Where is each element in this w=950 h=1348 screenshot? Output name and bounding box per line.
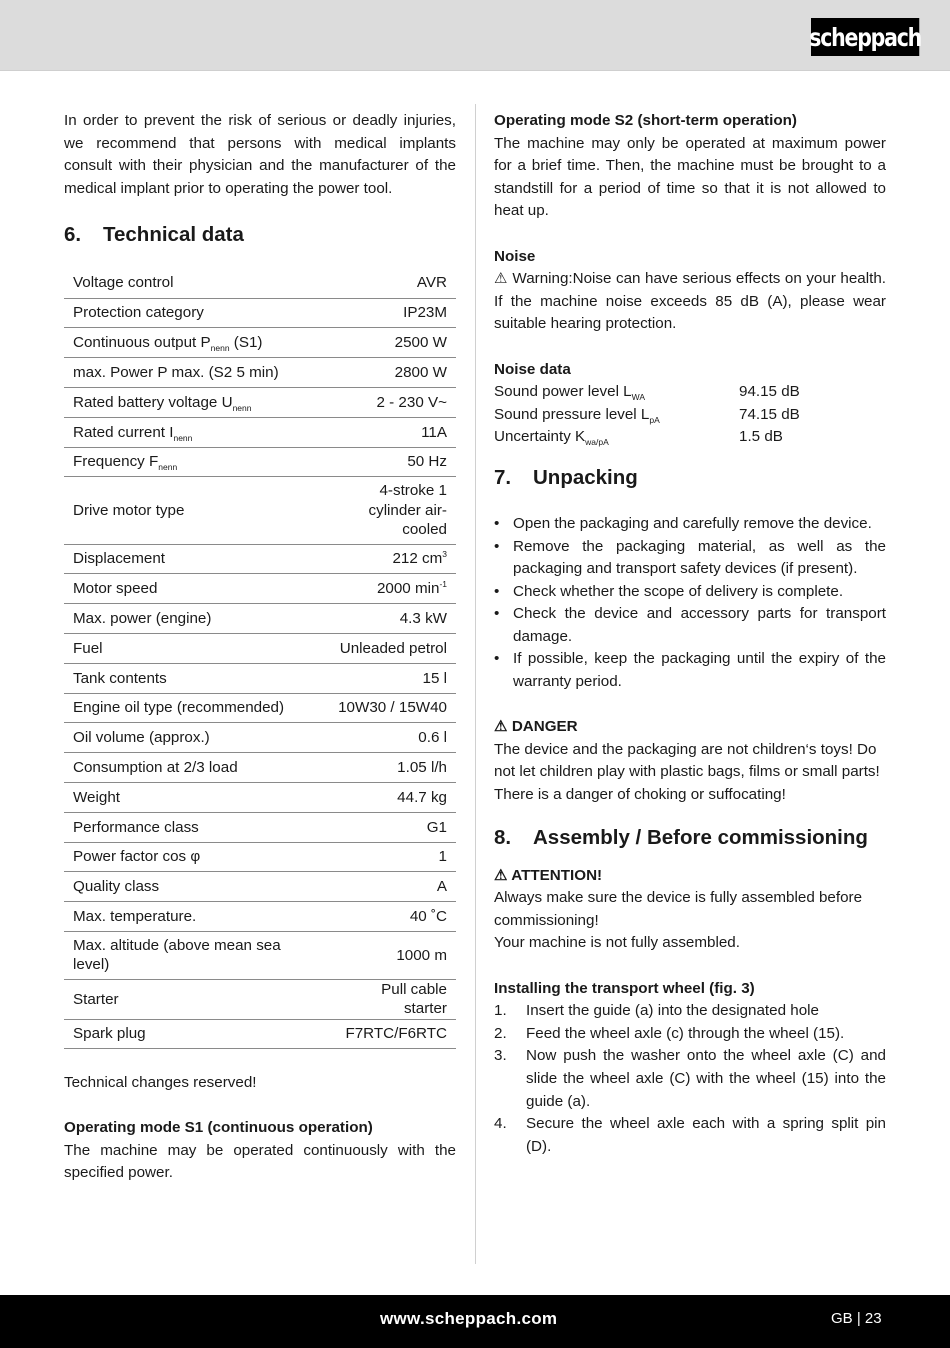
spec-label-text: Oil volume (approx.)	[73, 729, 210, 747]
spec-label	[64, 477, 325, 544]
spec-value-text: 10W30 / 15W40	[338, 699, 447, 717]
spec-row	[64, 447, 456, 477]
spec-label-text: Frequency F	[73, 453, 159, 471]
noise-label-text: Uncertainty K	[494, 428, 586, 446]
spec-label	[64, 447, 325, 477]
noise-data-list	[494, 381, 886, 449]
spec-value-text: IP23M	[403, 304, 447, 322]
unpacking-item: • Check the device and accessory parts for transport damage.	[494, 603, 886, 648]
spec-value	[325, 604, 456, 634]
spec-label-text: Continuous output P	[73, 334, 211, 352]
spec-label	[64, 358, 325, 388]
spec-row	[64, 663, 456, 693]
unpacking-item: • Open the packaging and carefully remove the device.	[494, 513, 886, 536]
step-number: 1.	[494, 1002, 507, 1020]
spec-value	[325, 872, 456, 902]
spec-label	[64, 979, 325, 1019]
spec-value-text: 1.05 l/h	[397, 758, 447, 776]
spec-value	[325, 477, 456, 544]
spec-value	[325, 574, 456, 604]
section-title: Unpacking	[533, 465, 638, 489]
spec-value-text: Unleaded petrol	[339, 639, 447, 657]
spec-label-text: Drive motor type	[73, 501, 185, 519]
wheel-step	[494, 1000, 886, 1023]
step-text: Now push the washer onto the wheel axle (C) and slide the wheel axle (C) with the wheel (15) into the guide (a).	[526, 1047, 886, 1110]
spec-label	[64, 574, 325, 604]
s2-heading: Operating mode S2 (short-term operation)	[494, 112, 797, 129]
spec-row	[64, 604, 456, 634]
noise-label	[494, 426, 739, 449]
technical-data-table	[64, 268, 456, 1049]
spec-value-text: 44.7 kg	[397, 788, 447, 806]
step-text: Feed the wheel axle (c) through the wheel (15).	[526, 1024, 845, 1042]
spec-row	[64, 477, 456, 544]
s1-heading: Operating mode S1 (continuous operation)	[64, 1119, 373, 1137]
section-number: 7.	[494, 465, 512, 489]
noise-data-row	[494, 426, 886, 449]
spec-row	[64, 1019, 456, 1049]
spec-label-subscript: nenn	[158, 462, 178, 473]
spec-row	[64, 298, 456, 328]
spec-label	[64, 388, 325, 418]
spec-value-text: 50 Hz	[407, 453, 447, 471]
spec-value	[325, 783, 456, 813]
spec-label	[64, 812, 325, 842]
spec-label	[64, 663, 325, 693]
spec-value	[325, 932, 456, 980]
spec-value	[325, 268, 456, 298]
spec-value-text: 15 l	[422, 669, 447, 687]
spec-row	[64, 268, 456, 298]
page-number: GB | 23	[831, 1310, 882, 1327]
spec-row	[64, 574, 456, 604]
danger-heading: ⚠ DANGER	[494, 718, 578, 736]
noise-label-subscript: pA	[649, 414, 660, 425]
section-title: Assembly / Before commissioning	[533, 825, 868, 849]
noise-value: 94.15 dB	[739, 383, 800, 401]
section-number: 6.	[64, 223, 82, 247]
spec-value-text: 2 - 230 V~	[376, 393, 447, 411]
s1-text: The machine may be operated continuously with the specified power.	[64, 1141, 456, 1182]
noise-data-row	[494, 404, 886, 427]
spec-label	[64, 298, 325, 328]
spec-label-text: Fuel	[73, 639, 103, 657]
spec-row	[64, 723, 456, 753]
spec-value-superscript: -1	[439, 579, 447, 590]
spec-row	[64, 783, 456, 813]
brand-logo: scheppach	[811, 18, 919, 56]
spec-label-text: Rated current I	[73, 423, 174, 441]
wheel-step	[494, 1023, 886, 1046]
section-title: Technical data	[103, 223, 244, 247]
spec-row	[64, 872, 456, 902]
wheel-step	[494, 1113, 886, 1158]
section-heading-assembly	[494, 825, 886, 851]
spec-value-text: A	[436, 878, 447, 896]
spec-value-text: G1	[426, 818, 447, 836]
spec-value-text: 1000 m	[396, 946, 447, 964]
spec-label	[64, 723, 325, 753]
spec-value	[325, 723, 456, 753]
noise-value: 1.5 dB	[739, 428, 783, 446]
spec-value	[325, 812, 456, 842]
spec-label-text: Starter	[73, 990, 119, 1008]
danger-text: The device and the packaging are not children‘s toys! Do not let children play with plastic bags, films or small parts! There is a danger of choking or suffocating!	[494, 740, 880, 804]
spec-value-text: 40 ˚C	[409, 907, 447, 925]
spec-label	[64, 783, 325, 813]
spec-label	[64, 417, 325, 447]
spec-row	[64, 693, 456, 723]
footer-bar	[0, 1295, 950, 1348]
wheel-install-heading: Installing the transport wheel (fig. 3)	[494, 979, 755, 997]
spec-label-subscript: nenn	[173, 432, 193, 443]
spec-label	[64, 902, 325, 932]
noise-data-heading: Noise data	[494, 360, 571, 378]
technical-changes-note: Technical changes reserved!	[64, 1074, 257, 1092]
spec-label-text: Weight	[73, 788, 120, 806]
spec-label	[64, 544, 325, 574]
spec-value	[325, 693, 456, 723]
attention-text-2: Your machine is not fully assembled.	[494, 934, 740, 952]
spec-label	[64, 753, 325, 783]
spec-value	[325, 842, 456, 872]
spec-row	[64, 979, 456, 1019]
spec-value	[325, 753, 456, 783]
spec-label-text: Power factor cos φ	[73, 848, 201, 866]
spec-label-text: Max. power (engine)	[73, 609, 212, 627]
spec-label	[64, 328, 325, 358]
spec-row	[64, 328, 456, 358]
noise-label-text: Sound pressure level L	[494, 405, 650, 423]
spec-value-text: 2800 W	[394, 363, 447, 381]
spec-value-superscript: 3	[442, 549, 447, 560]
spec-row	[64, 634, 456, 664]
header-bar	[0, 0, 950, 71]
spec-value-text: 4-stroke 1 cylinder air-cooled	[368, 482, 447, 539]
spec-value	[325, 447, 456, 477]
step-text: Secure the wheel axle each with a spring split pin (D).	[526, 1115, 886, 1155]
s2-text: The machine may only be operated at maximum power for a brief time. Then, the machine must be brought to a standstill for a period of time so that it is not allowed to heat up.	[494, 134, 886, 220]
spec-value-text: 4.3 kW	[399, 609, 447, 627]
spec-value-text: Pull cable starter	[381, 980, 447, 1018]
spec-value-text: AVR	[416, 274, 447, 292]
noise-label-subscript: WA	[631, 392, 646, 403]
spec-label	[64, 842, 325, 872]
spec-label	[64, 604, 325, 634]
spec-value	[325, 902, 456, 932]
spec-value	[325, 1019, 456, 1049]
spec-value	[325, 979, 456, 1019]
spec-row	[64, 902, 456, 932]
spec-row	[64, 753, 456, 783]
step-number: 4.	[494, 1115, 507, 1133]
spec-label-subscript: nenn	[232, 402, 252, 413]
section-heading-technical-data	[64, 222, 456, 248]
spec-value-text: F7RTC/F6RTC	[345, 1025, 447, 1043]
wheel-step	[494, 1045, 886, 1113]
noise-heading: Noise	[494, 247, 536, 265]
spec-value-text: 0.6 l	[418, 729, 447, 747]
spec-row	[64, 388, 456, 418]
spec-label-text: Quality class	[73, 878, 160, 896]
spec-label-text: Engine oil type (recommended)	[73, 699, 285, 717]
spec-value	[325, 417, 456, 447]
spec-label	[64, 268, 325, 298]
spec-label-text: Spark plug	[73, 1025, 146, 1043]
unpacking-item: • Remove the packaging material, as well as the packaging and transport safety devices (if present).	[494, 536, 886, 581]
spec-value-text: 11A	[421, 423, 447, 441]
spec-value	[325, 544, 456, 574]
spec-label-text: Max. temperature.	[73, 907, 197, 925]
spec-value	[325, 328, 456, 358]
spec-label-text: Displacement	[73, 550, 166, 568]
spec-label-subscript: nenn	[210, 343, 230, 354]
spec-row	[64, 932, 456, 980]
column-divider	[475, 104, 476, 1264]
wheel-install-steps	[494, 1000, 886, 1158]
noise-data-row	[494, 381, 886, 404]
spec-label	[64, 872, 325, 902]
unpacking-item: • Check whether the scope of delivery is complete.	[494, 581, 886, 604]
spec-row	[64, 417, 456, 447]
spec-value	[325, 388, 456, 418]
spec-label-text: Tank contents	[73, 669, 167, 687]
spec-value	[325, 358, 456, 388]
spec-value-text: 2000 min	[376, 580, 440, 598]
noise-label-subscript: wa/pA	[585, 437, 609, 448]
spec-label-text: Protection category	[73, 304, 204, 322]
spec-label-text: Motor speed	[73, 580, 158, 598]
unpacking-item: • If possible, keep the packaging until the expiry of the warranty period.	[494, 648, 886, 693]
spec-value-text: 1	[438, 848, 447, 866]
spec-label	[64, 693, 325, 723]
spec-value	[325, 663, 456, 693]
spec-row	[64, 358, 456, 388]
attention-text: Always make sure the device is fully assembled before commissioning!	[494, 889, 863, 929]
spec-label	[64, 932, 325, 980]
left-column	[64, 110, 456, 1185]
noise-value: 74.15 dB	[739, 405, 800, 423]
spec-row	[64, 544, 456, 574]
spec-label	[64, 634, 325, 664]
spec-label-text: Max. altitude (above mean sea level)	[73, 937, 281, 974]
spec-label-suffix: (S1)	[229, 334, 263, 352]
step-number: 3.	[494, 1047, 507, 1065]
spec-value	[325, 298, 456, 328]
right-column	[494, 110, 886, 1158]
website-link[interactable]: www.scheppach.com	[380, 1309, 558, 1328]
spec-label-text: Consumption at 2/3 load	[73, 758, 238, 776]
spec-label	[64, 1019, 325, 1049]
section-heading-unpacking	[494, 465, 886, 491]
unpacking-list	[494, 513, 886, 694]
spec-row	[64, 842, 456, 872]
spec-label-text: Rated battery voltage U	[73, 393, 233, 411]
spec-value-text: 2500 W	[394, 334, 447, 352]
spec-label-text: Performance class	[73, 818, 199, 836]
spec-row	[64, 812, 456, 842]
noise-warning-text: ⚠ Warning:Noise can have serious effects on your health. If the machine noise exceeds 85 dB (A), please wear suitable hearing protection.	[494, 270, 886, 333]
section-number: 8.	[494, 825, 512, 849]
spec-label-text: Voltage control	[73, 274, 174, 292]
implant-warning-text: In order to prevent the risk of serious or deadly injuries, we recommend that persons with medical implants consult with their physician and the manufacturer of the medical implant prior to operating the power tool.	[64, 112, 456, 197]
noise-label	[494, 381, 739, 404]
spec-label-text: max. Power P max. (S2 5 min)	[73, 363, 279, 381]
attention-heading: ⚠ ATTENTION!	[494, 866, 603, 884]
noise-label	[494, 404, 739, 427]
step-text: Insert the guide (a) into the designated hole	[526, 1002, 819, 1020]
spec-value	[325, 634, 456, 664]
step-number: 2.	[494, 1024, 507, 1042]
spec-value-text: 212 cm	[392, 550, 443, 568]
noise-label-text: Sound power level L	[494, 383, 632, 401]
